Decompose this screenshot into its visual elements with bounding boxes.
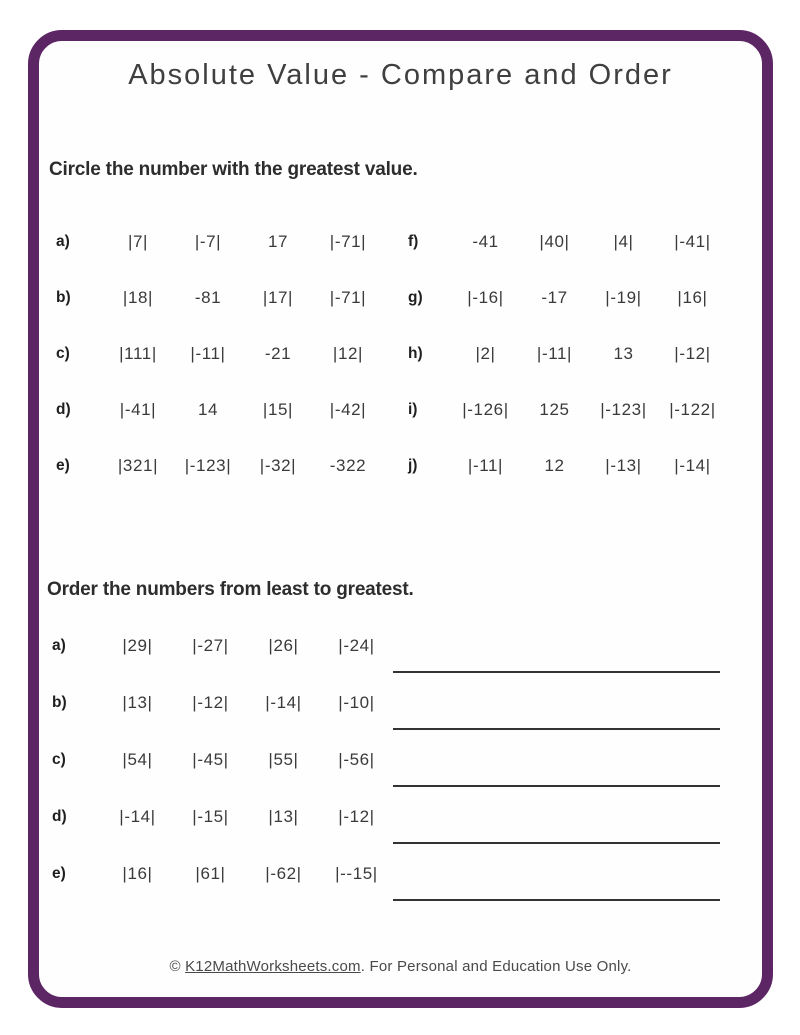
number-value: |-71| bbox=[329, 288, 367, 307]
footer-copyright-prefix: © bbox=[169, 958, 186, 975]
section-circle-greatest bbox=[39, 157, 762, 494]
section1-left-column bbox=[49, 214, 383, 494]
worksheet-frame bbox=[28, 30, 773, 1008]
problem-label: d) bbox=[56, 401, 71, 418]
number-value: -21 bbox=[264, 344, 292, 363]
number-value: |13| bbox=[268, 806, 299, 826]
number-value: |-41| bbox=[119, 400, 157, 419]
problem-row bbox=[401, 214, 727, 270]
problem-label: b) bbox=[52, 693, 67, 711]
problem-label: e) bbox=[52, 864, 66, 882]
number-value: |12| bbox=[332, 344, 364, 363]
problem-label: g) bbox=[408, 289, 423, 306]
number-value: |-27| bbox=[192, 635, 229, 655]
problem-row bbox=[49, 270, 383, 326]
number-value: 13 bbox=[613, 344, 634, 363]
number-value: |16| bbox=[677, 288, 708, 307]
number-value: |40| bbox=[539, 232, 570, 251]
problem-label: b) bbox=[56, 289, 71, 306]
problem-row bbox=[45, 845, 720, 902]
number-value: |111| bbox=[119, 344, 157, 363]
problem-label: a) bbox=[52, 636, 66, 654]
answer-line bbox=[393, 899, 720, 901]
footer-link[interactable]: K12MathWorksheets.com bbox=[185, 958, 361, 975]
number-value: |-14| bbox=[265, 692, 302, 712]
problem-row bbox=[401, 382, 727, 438]
number-value: |-56| bbox=[338, 749, 375, 769]
section1-instruction: Circle the number with the greatest value. bbox=[49, 159, 418, 180]
number-value: |-24| bbox=[338, 635, 375, 655]
number-value: |-62| bbox=[265, 863, 302, 883]
number-value: -322 bbox=[329, 456, 367, 475]
number-value: |-42| bbox=[329, 400, 367, 419]
problem-label: h) bbox=[408, 345, 423, 362]
number-value: |-10| bbox=[338, 692, 375, 712]
number-value: -41 bbox=[472, 232, 499, 251]
problem-row bbox=[45, 617, 720, 674]
problem-label: c) bbox=[56, 345, 70, 362]
section-order-numbers bbox=[39, 577, 762, 902]
number-value: |18| bbox=[122, 288, 154, 307]
problem-row bbox=[49, 326, 383, 382]
number-value: |29| bbox=[122, 635, 153, 655]
problem-label: f) bbox=[408, 233, 419, 250]
number-value: |26| bbox=[268, 635, 299, 655]
number-value: -17 bbox=[541, 288, 568, 307]
number-value: |-14| bbox=[119, 806, 156, 826]
answer-line bbox=[393, 728, 720, 730]
section1-right-column bbox=[401, 214, 727, 494]
problem-row bbox=[49, 214, 383, 270]
number-value: -81 bbox=[194, 288, 222, 307]
number-value: |-41| bbox=[674, 232, 711, 251]
number-value: |2| bbox=[475, 344, 496, 363]
number-value: |-13| bbox=[605, 456, 642, 475]
number-value: 17 bbox=[267, 232, 289, 251]
problem-row bbox=[49, 438, 383, 494]
number-value: 12 bbox=[544, 456, 565, 475]
problem-row bbox=[45, 674, 720, 731]
problem-label: e) bbox=[56, 457, 70, 474]
section1-grid bbox=[49, 214, 762, 494]
number-value: 14 bbox=[197, 400, 219, 419]
problem-row bbox=[401, 326, 727, 382]
answer-line bbox=[393, 671, 720, 673]
problem-row bbox=[401, 270, 727, 326]
number-value: |-11| bbox=[190, 344, 226, 363]
problem-label: d) bbox=[52, 807, 67, 825]
answer-line bbox=[393, 842, 720, 844]
problem-label: a) bbox=[56, 233, 70, 250]
worksheet-title: Absolute Value - Compare and Order bbox=[128, 59, 673, 91]
number-value: |17| bbox=[262, 288, 294, 307]
number-value: |--15| bbox=[335, 863, 378, 883]
number-value: |16| bbox=[122, 863, 153, 883]
answer-line bbox=[393, 785, 720, 787]
number-value: |7| bbox=[127, 232, 149, 251]
number-value: |-123| bbox=[600, 400, 647, 419]
number-value: 125 bbox=[539, 400, 570, 419]
number-value: |-12| bbox=[192, 692, 229, 712]
number-value: |-122| bbox=[669, 400, 716, 419]
problem-label: c) bbox=[52, 750, 66, 768]
number-value: |54| bbox=[122, 749, 153, 769]
number-value: |-32| bbox=[259, 456, 297, 475]
number-value: |-15| bbox=[192, 806, 229, 826]
number-value: |-14| bbox=[674, 456, 711, 475]
problem-label: j) bbox=[408, 457, 418, 474]
number-value: |-7| bbox=[194, 232, 222, 251]
number-value: |-11| bbox=[536, 344, 573, 363]
problem-row bbox=[49, 382, 383, 438]
number-value: |-12| bbox=[338, 806, 375, 826]
footer-suffix: . For Personal and Education Use Only. bbox=[360, 958, 632, 975]
number-value: |13| bbox=[122, 692, 153, 712]
number-value: |-12| bbox=[674, 344, 711, 363]
section2-instruction: Order the numbers from least to greatest. bbox=[47, 579, 414, 600]
section2-grid bbox=[45, 617, 720, 902]
problem-row bbox=[45, 731, 720, 788]
number-value: |4| bbox=[613, 232, 634, 251]
number-value: |-71| bbox=[329, 232, 367, 251]
number-value: |321| bbox=[117, 456, 159, 475]
footer bbox=[39, 958, 762, 975]
number-value: |-123| bbox=[184, 456, 232, 475]
number-value: |-19| bbox=[605, 288, 642, 307]
number-value: |61| bbox=[195, 863, 226, 883]
number-value: |-16| bbox=[467, 288, 504, 307]
number-value: |-126| bbox=[462, 400, 509, 419]
number-value: |55| bbox=[268, 749, 299, 769]
number-value: |-11| bbox=[467, 456, 504, 475]
number-value: |-45| bbox=[192, 749, 229, 769]
problem-label: i) bbox=[408, 401, 418, 418]
number-value: |15| bbox=[262, 400, 294, 419]
problem-row bbox=[401, 438, 727, 494]
problem-row bbox=[45, 788, 720, 845]
